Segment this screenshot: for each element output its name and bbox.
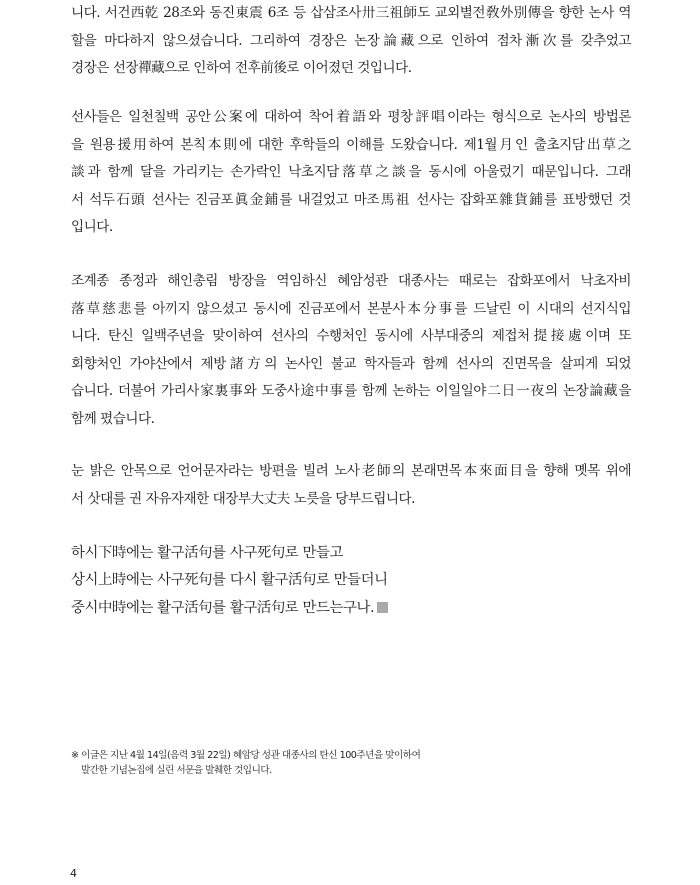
- verse-line-text: 중시中時에는 활구活句를 활구活句로 만드는구나.: [71, 599, 375, 616]
- text-line: 습니다. 더불어 가리사家裏事와 도중사途中事를 함께 논하는 이일일야二日一夜의 논장論藏을: [71, 383, 631, 400]
- text-line: 落草慈悲를 아끼지 않으셨고 동시에 진금포에서 본분사本分事를 드날린 이 시대의 선지식입: [71, 300, 631, 317]
- text-line: 회향처인 가야산에서 제방諸方의 논사인 불교 학자들과 함께 선사의 진면목을 살피게 되었: [71, 355, 631, 372]
- page-number: 4: [70, 867, 77, 880]
- text-line: 을 원용援用하여 본칙本則에 대한 후학들의 이해를 도왔습니다. 제1월月인 출초지담出草之: [71, 136, 631, 153]
- verse-line: [71, 595, 388, 622]
- text-line: 서 삿대를 권 자유자재한 대장부大丈夫 노릇을 당부드립니다.: [71, 490, 415, 507]
- text-line: 경장은 선장禪藏으로 인하여 전후前後로 이어졌던 것입니다.: [71, 60, 412, 77]
- text-line: 선사들은 일천칠백 공안公案에 대하여 착어着語와 평창評唱이라는 형식으로 논사의 방법론: [71, 109, 631, 125]
- verse-line: 상시上時에는 사구死句를 다시 활구活句로 만들더니: [71, 572, 388, 589]
- end-of-text-square-icon: [377, 602, 388, 613]
- footnote-text: 이글은 지난 4월 14일(음력 3월 22일) 혜암당 성관 대종사의 탄신 100주년을 맞이하여: [81, 750, 421, 761]
- paragraph-2: [71, 104, 631, 242]
- text-line: 조계종 종정과 해인총림 방장을 역임하신 혜암성관 대종사는 때로는 잡화포에서 낙초자비: [71, 273, 631, 289]
- text-line: 할을 마다하지 않으셨습니다. 그리하여 경장은 논장論藏으로 인하여 점차漸次를 갖추었고: [71, 32, 631, 49]
- paragraph-1: [71, 0, 631, 83]
- paragraph-3: [71, 268, 631, 434]
- paragraph-4: [71, 458, 631, 513]
- text-line: 서 석두石頭 선사는 진금포眞金鋪를 내걸었고 마조馬祖 선사는 잡화포雜貨鋪를 표방했던 것: [71, 191, 631, 208]
- text-line: 談과 함께 달을 가리키는 손가락인 낙초지담落草之談을 동시에 아울렀기 때문입니다. 그래: [71, 164, 631, 181]
- footnote: [71, 748, 420, 778]
- text-line: 니다. 서건西乾 28조와 동진東震 6조 등 삽삼조사卅三祖師도 교외별전敎外別傳을 향한 논사 역: [71, 5, 631, 21]
- text-line: 함께 폈습니다.: [71, 410, 155, 427]
- text-line: 눈 밝은 안목으로 언어문자라는 방편을 빌려 노사老師의 본래면목本來面目을 향해 몟목 위에: [71, 463, 631, 479]
- footnote-line: 발간한 기념논집에 실린 서문을 발췌한 것입니다.: [81, 765, 272, 776]
- text-line: 니다. 탄신 일백주년을 맞이하여 선사의 수행처인 동시에 사부대중의 제접처提接處이며 또: [71, 328, 631, 345]
- text-line: 입니다.: [71, 219, 113, 236]
- verse-block: [71, 540, 388, 622]
- footnote-mark: ※: [71, 750, 79, 761]
- verse-line: 하시下時에는 활구活句를 사구死句로 만들고: [71, 545, 343, 561]
- footnote-line: [71, 748, 420, 763]
